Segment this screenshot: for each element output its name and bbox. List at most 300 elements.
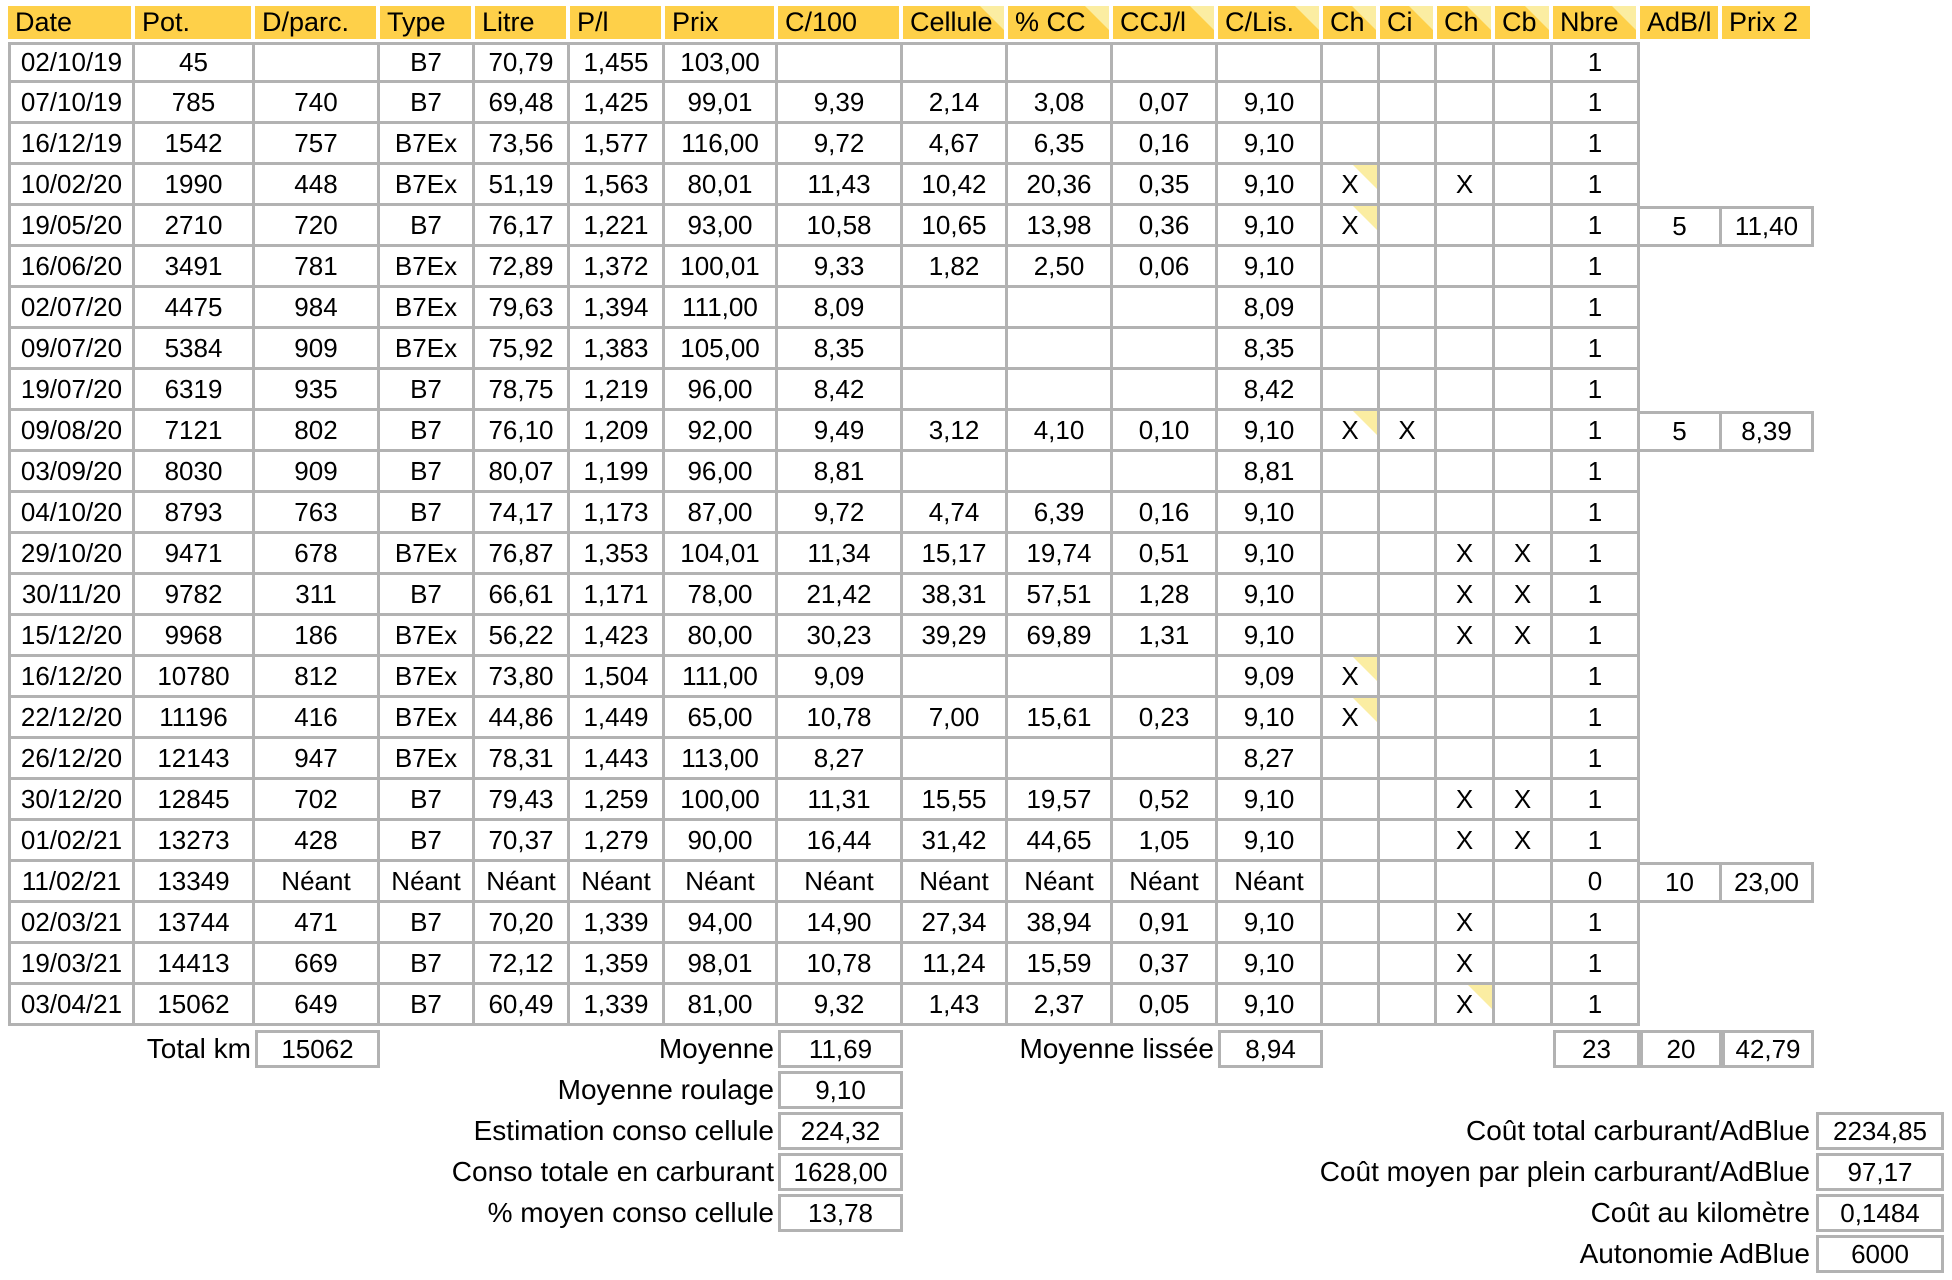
table-cell[interactable]: 111,00 — [665, 288, 778, 329]
table-cell[interactable]: 0,35 — [1113, 165, 1218, 206]
table-cell[interactable]: 70,79 — [475, 42, 570, 83]
table-cell[interactable]: 8793 — [135, 493, 255, 534]
table-cell[interactable]: 22/12/20 — [8, 698, 135, 739]
empty-cell[interactable] — [1722, 739, 1814, 780]
table-cell[interactable]: 0,37 — [1113, 944, 1218, 985]
table-cell[interactable]: 72,89 — [475, 247, 570, 288]
table-cell[interactable]: 1 — [1553, 739, 1640, 780]
table-cell[interactable] — [1113, 288, 1218, 329]
table-cell[interactable]: Néant — [1218, 862, 1323, 903]
table-cell[interactable] — [1323, 83, 1380, 124]
table-cell[interactable]: 93,00 — [665, 206, 778, 247]
table-cell[interactable]: 81,00 — [665, 985, 778, 1026]
empty-cell[interactable] — [1722, 698, 1814, 739]
table-cell[interactable] — [1380, 42, 1437, 83]
table-cell[interactable]: 10,78 — [778, 944, 903, 985]
table-cell[interactable] — [1323, 370, 1380, 411]
table-cell[interactable]: 14,90 — [778, 903, 903, 944]
empty-cell[interactable] — [1722, 575, 1814, 616]
table-cell[interactable]: X — [1323, 411, 1380, 452]
table-cell[interactable] — [1323, 288, 1380, 329]
cout-au-kilometre-value[interactable]: 0,1484 — [1816, 1194, 1944, 1232]
table-cell[interactable]: B7 — [380, 452, 475, 493]
table-cell[interactable] — [1113, 329, 1218, 370]
table-cell[interactable]: 45 — [135, 42, 255, 83]
table-cell[interactable]: 8,35 — [778, 329, 903, 370]
table-cell[interactable]: 9,10 — [1218, 698, 1323, 739]
empty-cell[interactable] — [1722, 780, 1814, 821]
table-cell[interactable]: 07/10/19 — [8, 83, 135, 124]
table-cell[interactable] — [1380, 739, 1437, 780]
table-cell[interactable]: B7Ex — [380, 288, 475, 329]
table-cell[interactable] — [1437, 411, 1495, 452]
table-cell[interactable]: 11,40 — [1722, 206, 1814, 247]
table-cell[interactable]: 11/02/21 — [8, 862, 135, 903]
empty-cell[interactable] — [1722, 42, 1814, 83]
table-cell[interactable]: 1 — [1553, 329, 1640, 370]
table-cell[interactable]: 0,52 — [1113, 780, 1218, 821]
table-cell[interactable]: 428 — [255, 821, 380, 862]
table-cell[interactable]: B7Ex — [380, 698, 475, 739]
table-cell[interactable]: 02/03/21 — [8, 903, 135, 944]
table-cell[interactable] — [1323, 124, 1380, 165]
prix2-total-value[interactable]: 42,79 — [1722, 1030, 1814, 1068]
table-cell[interactable] — [1323, 452, 1380, 493]
table-cell[interactable]: B7Ex — [380, 657, 475, 698]
table-cell[interactable] — [1380, 493, 1437, 534]
table-cell[interactable]: 909 — [255, 452, 380, 493]
table-cell[interactable] — [778, 42, 903, 83]
table-cell[interactable]: 1 — [1553, 411, 1640, 452]
table-cell[interactable]: 678 — [255, 534, 380, 575]
column-header-pot[interactable]: Pot. — [135, 6, 255, 39]
table-cell[interactable]: 99,01 — [665, 83, 778, 124]
pct-moyen-conso-cellule-label[interactable]: % moyen conso cellule — [487, 1197, 774, 1228]
table-cell[interactable]: 70,37 — [475, 821, 570, 862]
table-cell[interactable]: 471 — [255, 903, 380, 944]
table-cell[interactable] — [1323, 575, 1380, 616]
table-cell[interactable] — [1008, 42, 1113, 83]
table-cell[interactable]: 2710 — [135, 206, 255, 247]
table-cell[interactable]: 1 — [1553, 657, 1640, 698]
table-cell[interactable] — [1495, 206, 1553, 247]
table-cell[interactable]: 1,339 — [570, 985, 665, 1026]
empty-cell[interactable] — [1640, 165, 1722, 206]
table-cell[interactable]: 1,353 — [570, 534, 665, 575]
table-cell[interactable]: X — [1437, 616, 1495, 657]
table-cell[interactable]: 1 — [1553, 83, 1640, 124]
table-cell[interactable]: 19/07/20 — [8, 370, 135, 411]
table-cell[interactable]: 0,16 — [1113, 124, 1218, 165]
table-cell[interactable] — [1380, 206, 1437, 247]
empty-cell[interactable] — [1640, 944, 1722, 985]
table-cell[interactable]: B7Ex — [380, 534, 475, 575]
table-cell[interactable]: 2,37 — [1008, 985, 1113, 1026]
table-cell[interactable]: 9,10 — [1218, 411, 1323, 452]
table-cell[interactable]: 1,577 — [570, 124, 665, 165]
table-cell[interactable]: 1 — [1553, 575, 1640, 616]
table-cell[interactable]: 3,12 — [903, 411, 1008, 452]
table-cell[interactable] — [1495, 42, 1553, 83]
table-cell[interactable]: 416 — [255, 698, 380, 739]
table-cell[interactable] — [1113, 452, 1218, 493]
table-cell[interactable]: 16/12/19 — [8, 124, 135, 165]
table-cell[interactable] — [903, 370, 1008, 411]
table-cell[interactable]: 75,92 — [475, 329, 570, 370]
table-cell[interactable] — [1495, 657, 1553, 698]
table-cell[interactable] — [1495, 370, 1553, 411]
table-cell[interactable]: Néant — [255, 862, 380, 903]
table-cell[interactable]: 763 — [255, 493, 380, 534]
column-header-nbre[interactable]: Nbre — [1553, 6, 1640, 39]
table-cell[interactable] — [1437, 247, 1495, 288]
table-cell[interactable]: 19,74 — [1008, 534, 1113, 575]
table-cell[interactable]: 0,23 — [1113, 698, 1218, 739]
table-cell[interactable]: 38,31 — [903, 575, 1008, 616]
table-cell[interactable]: B7 — [380, 985, 475, 1026]
column-header-c-lis[interactable]: C/Lis. — [1218, 6, 1323, 39]
empty-cell[interactable] — [1640, 42, 1722, 83]
autonomie-adblue-value[interactable]: 6000 — [1816, 1235, 1944, 1273]
table-cell[interactable]: 649 — [255, 985, 380, 1026]
table-cell[interactable]: 16/06/20 — [8, 247, 135, 288]
table-cell[interactable] — [1380, 780, 1437, 821]
table-cell[interactable]: B7 — [380, 370, 475, 411]
table-cell[interactable]: X — [1437, 821, 1495, 862]
table-cell[interactable]: 1,339 — [570, 903, 665, 944]
table-cell[interactable]: 740 — [255, 83, 380, 124]
table-cell[interactable]: 13273 — [135, 821, 255, 862]
table-cell[interactable]: 78,00 — [665, 575, 778, 616]
table-cell[interactable] — [1380, 329, 1437, 370]
table-cell[interactable]: 11,43 — [778, 165, 903, 206]
empty-cell[interactable] — [1640, 534, 1722, 575]
table-cell[interactable]: X — [1495, 616, 1553, 657]
table-cell[interactable]: 13744 — [135, 903, 255, 944]
table-cell[interactable]: B7Ex — [380, 247, 475, 288]
table-cell[interactable]: B7Ex — [380, 165, 475, 206]
table-cell[interactable] — [1495, 247, 1553, 288]
table-cell[interactable]: 1,171 — [570, 575, 665, 616]
empty-cell[interactable] — [1722, 370, 1814, 411]
table-cell[interactable]: 812 — [255, 657, 380, 698]
moyenne-label[interactable]: Moyenne — [658, 1033, 774, 1064]
table-cell[interactable]: 785 — [135, 83, 255, 124]
table-cell[interactable]: 4,10 — [1008, 411, 1113, 452]
table-cell[interactable]: 1,359 — [570, 944, 665, 985]
table-cell[interactable]: 2,50 — [1008, 247, 1113, 288]
table-cell[interactable]: 10780 — [135, 657, 255, 698]
column-header-p-l[interactable]: P/l — [570, 6, 665, 39]
column-header-date[interactable]: Date — [8, 6, 135, 39]
table-cell[interactable]: 8,81 — [778, 452, 903, 493]
table-cell[interactable]: 1,82 — [903, 247, 1008, 288]
empty-cell[interactable] — [1640, 493, 1722, 534]
table-cell[interactable]: 15,59 — [1008, 944, 1113, 985]
table-cell[interactable]: 66,61 — [475, 575, 570, 616]
empty-cell[interactable] — [1722, 493, 1814, 534]
table-cell[interactable]: 1,43 — [903, 985, 1008, 1026]
table-cell[interactable]: 1 — [1553, 493, 1640, 534]
table-cell[interactable]: 2,14 — [903, 83, 1008, 124]
table-cell[interactable]: 9,10 — [1218, 534, 1323, 575]
table-cell[interactable] — [1495, 165, 1553, 206]
table-cell[interactable]: 15,61 — [1008, 698, 1113, 739]
table-cell[interactable]: 57,51 — [1008, 575, 1113, 616]
table-cell[interactable]: 13349 — [135, 862, 255, 903]
table-cell[interactable]: 1,449 — [570, 698, 665, 739]
empty-cell[interactable] — [1640, 83, 1722, 124]
table-cell[interactable]: 105,00 — [665, 329, 778, 370]
table-cell[interactable]: 1,425 — [570, 83, 665, 124]
table-cell[interactable] — [1380, 83, 1437, 124]
empty-cell[interactable] — [1640, 780, 1722, 821]
table-cell[interactable]: 1,259 — [570, 780, 665, 821]
moyenne-lissee-label[interactable]: Moyenne lissée — [1019, 1033, 1214, 1064]
table-cell[interactable]: 1,423 — [570, 616, 665, 657]
estimation-conso-cellule-value[interactable]: 224,32 — [778, 1112, 903, 1150]
table-cell[interactable]: 56,22 — [475, 616, 570, 657]
table-cell[interactable] — [1113, 739, 1218, 780]
cout-moyen-plein-value[interactable]: 97,17 — [1816, 1153, 1944, 1191]
table-cell[interactable]: 30/12/20 — [8, 780, 135, 821]
table-cell[interactable]: 4,74 — [903, 493, 1008, 534]
cout-total-carburant-adblue-label[interactable]: Coût total carburant/AdBlue — [1466, 1115, 1810, 1146]
table-cell[interactable] — [1380, 944, 1437, 985]
table-cell[interactable]: 669 — [255, 944, 380, 985]
table-cell[interactable]: B7 — [380, 42, 475, 83]
table-cell[interactable] — [1495, 411, 1553, 452]
table-cell[interactable]: Néant — [903, 862, 1008, 903]
table-cell[interactable]: 909 — [255, 329, 380, 370]
table-cell[interactable]: 1,563 — [570, 165, 665, 206]
empty-cell[interactable] — [1640, 739, 1722, 780]
table-cell[interactable]: 73,56 — [475, 124, 570, 165]
table-cell[interactable] — [903, 288, 1008, 329]
table-cell[interactable]: 1 — [1553, 616, 1640, 657]
empty-cell[interactable] — [1722, 452, 1814, 493]
table-cell[interactable]: 9,10 — [1218, 124, 1323, 165]
table-cell[interactable] — [1323, 862, 1380, 903]
table-cell[interactable] — [1323, 534, 1380, 575]
table-cell[interactable]: 1,372 — [570, 247, 665, 288]
column-header-c-100[interactable]: C/100 — [778, 6, 903, 39]
table-cell[interactable]: 0,36 — [1113, 206, 1218, 247]
table-cell[interactable]: 9,10 — [1218, 944, 1323, 985]
table-cell[interactable]: 78,31 — [475, 739, 570, 780]
table-cell[interactable] — [1495, 83, 1553, 124]
table-cell[interactable]: 8,42 — [1218, 370, 1323, 411]
table-cell[interactable] — [1323, 493, 1380, 534]
table-cell[interactable]: 720 — [255, 206, 380, 247]
table-cell[interactable]: 16,44 — [778, 821, 903, 862]
table-cell[interactable]: 14413 — [135, 944, 255, 985]
moyenne-value[interactable]: 11,69 — [778, 1030, 903, 1068]
conso-totale-carburant-label[interactable]: Conso totale en carburant — [451, 1156, 774, 1187]
table-cell[interactable] — [1437, 206, 1495, 247]
table-cell[interactable]: X — [1495, 575, 1553, 616]
table-cell[interactable] — [1495, 493, 1553, 534]
empty-cell[interactable] — [1722, 944, 1814, 985]
table-cell[interactable]: 9,33 — [778, 247, 903, 288]
table-cell[interactable]: 9,72 — [778, 124, 903, 165]
table-cell[interactable] — [903, 452, 1008, 493]
column-header-prix[interactable]: Prix — [665, 6, 778, 39]
cout-total-carburant-adblue-value[interactable]: 2234,85 — [1816, 1112, 1944, 1150]
table-cell[interactable]: 80,00 — [665, 616, 778, 657]
table-cell[interactable] — [1113, 370, 1218, 411]
table-cell[interactable]: 04/10/20 — [8, 493, 135, 534]
empty-cell[interactable] — [1640, 698, 1722, 739]
table-cell[interactable]: B7 — [380, 780, 475, 821]
table-cell[interactable]: Néant — [1113, 862, 1218, 903]
table-cell[interactable]: B7 — [380, 83, 475, 124]
table-cell[interactable]: B7 — [380, 493, 475, 534]
table-cell[interactable] — [1380, 124, 1437, 165]
column-header-ch[interactable]: Ch — [1323, 6, 1380, 39]
table-cell[interactable] — [1380, 452, 1437, 493]
table-cell[interactable] — [1323, 616, 1380, 657]
table-cell[interactable] — [1437, 83, 1495, 124]
table-cell[interactable] — [1008, 452, 1113, 493]
table-cell[interactable]: 9,10 — [1218, 165, 1323, 206]
column-header-ccj-l[interactable]: CCJ/l — [1113, 6, 1218, 39]
table-cell[interactable]: 15,17 — [903, 534, 1008, 575]
table-cell[interactable]: Néant — [778, 862, 903, 903]
column-header-type[interactable]: Type — [380, 6, 475, 39]
table-cell[interactable] — [1437, 124, 1495, 165]
table-cell[interactable]: 3491 — [135, 247, 255, 288]
table-cell[interactable]: Néant — [475, 862, 570, 903]
pct-moyen-conso-cellule-value[interactable]: 13,78 — [778, 1194, 903, 1232]
table-cell[interactable]: X — [1380, 411, 1437, 452]
table-cell[interactable]: 9782 — [135, 575, 255, 616]
table-cell[interactable]: 60,49 — [475, 985, 570, 1026]
moyenne-lissee-value[interactable]: 8,94 — [1218, 1030, 1323, 1068]
total-km-label[interactable]: Total km — [146, 1033, 251, 1064]
table-cell[interactable]: 9,10 — [1218, 83, 1323, 124]
table-cell[interactable] — [1323, 247, 1380, 288]
table-cell[interactable] — [1323, 42, 1380, 83]
table-cell[interactable]: 98,01 — [665, 944, 778, 985]
table-cell[interactable]: 80,07 — [475, 452, 570, 493]
table-cell[interactable]: B7Ex — [380, 739, 475, 780]
column-header-ci[interactable]: Ci — [1380, 6, 1437, 39]
table-cell[interactable]: 1,173 — [570, 493, 665, 534]
table-cell[interactable] — [903, 739, 1008, 780]
estimation-conso-cellule-label[interactable]: Estimation conso cellule — [473, 1115, 774, 1146]
table-cell[interactable] — [1380, 657, 1437, 698]
table-cell[interactable]: 1 — [1553, 944, 1640, 985]
table-cell[interactable] — [1380, 698, 1437, 739]
table-cell[interactable]: 448 — [255, 165, 380, 206]
table-cell[interactable]: 9,09 — [778, 657, 903, 698]
table-cell[interactable]: 90,00 — [665, 821, 778, 862]
table-cell[interactable]: 16/12/20 — [8, 657, 135, 698]
empty-cell[interactable] — [1640, 985, 1722, 1026]
cout-au-kilometre-label[interactable]: Coût au kilomètre — [1590, 1197, 1810, 1228]
table-cell[interactable] — [903, 657, 1008, 698]
table-cell[interactable]: 311 — [255, 575, 380, 616]
empty-cell[interactable] — [1722, 124, 1814, 165]
table-cell[interactable] — [1323, 821, 1380, 862]
table-cell[interactable]: 5384 — [135, 329, 255, 370]
table-cell[interactable] — [1113, 42, 1218, 83]
table-cell[interactable]: 8,09 — [778, 288, 903, 329]
table-cell[interactable]: B7Ex — [380, 124, 475, 165]
table-cell[interactable]: 1,221 — [570, 206, 665, 247]
table-cell[interactable] — [1008, 657, 1113, 698]
table-cell[interactable]: X — [1437, 165, 1495, 206]
table-cell[interactable]: 10/02/20 — [8, 165, 135, 206]
table-cell[interactable]: 01/02/21 — [8, 821, 135, 862]
table-cell[interactable]: Néant — [1008, 862, 1113, 903]
table-cell[interactable]: 19,57 — [1008, 780, 1113, 821]
table-cell[interactable]: 19/05/20 — [8, 206, 135, 247]
table-cell[interactable] — [1495, 124, 1553, 165]
table-cell[interactable]: 1 — [1553, 985, 1640, 1026]
table-cell[interactable]: 7,00 — [903, 698, 1008, 739]
table-cell[interactable]: 1 — [1553, 288, 1640, 329]
autonomie-adblue-label[interactable]: Autonomie AdBlue — [1579, 1238, 1810, 1269]
table-cell[interactable]: 02/07/20 — [8, 288, 135, 329]
table-cell[interactable]: 1,455 — [570, 42, 665, 83]
table-cell[interactable]: 19/03/21 — [8, 944, 135, 985]
table-cell[interactable]: 72,12 — [475, 944, 570, 985]
table-cell[interactable]: 9,10 — [1218, 493, 1323, 534]
table-cell[interactable]: B7 — [380, 944, 475, 985]
table-cell[interactable]: 9,10 — [1218, 821, 1323, 862]
table-cell[interactable]: X — [1437, 575, 1495, 616]
table-cell[interactable]: 802 — [255, 411, 380, 452]
column-header-d-parc[interactable]: D/parc. — [255, 6, 380, 39]
table-cell[interactable]: 76,87 — [475, 534, 570, 575]
table-cell[interactable]: 1 — [1553, 247, 1640, 288]
table-cell[interactable]: 09/08/20 — [8, 411, 135, 452]
table-cell[interactable]: 96,00 — [665, 452, 778, 493]
table-cell[interactable]: X — [1437, 944, 1495, 985]
table-cell[interactable]: 39,29 — [903, 616, 1008, 657]
table-cell[interactable]: 1,209 — [570, 411, 665, 452]
table-cell[interactable]: 1,31 — [1113, 616, 1218, 657]
table-cell[interactable]: 20,36 — [1008, 165, 1113, 206]
table-cell[interactable]: 8030 — [135, 452, 255, 493]
table-cell[interactable]: 8,27 — [1218, 739, 1323, 780]
table-cell[interactable]: 78,75 — [475, 370, 570, 411]
table-cell[interactable]: X — [1323, 657, 1380, 698]
table-cell[interactable]: 1 — [1553, 124, 1640, 165]
table-cell[interactable]: 10 — [1640, 862, 1722, 903]
table-cell[interactable] — [1323, 985, 1380, 1026]
table-cell[interactable] — [1113, 657, 1218, 698]
table-cell[interactable] — [1437, 288, 1495, 329]
table-cell[interactable] — [1495, 944, 1553, 985]
table-cell[interactable]: 96,00 — [665, 370, 778, 411]
empty-cell[interactable] — [1640, 575, 1722, 616]
table-cell[interactable]: 1,279 — [570, 821, 665, 862]
table-cell[interactable]: X — [1437, 903, 1495, 944]
table-cell[interactable]: 44,86 — [475, 698, 570, 739]
table-cell[interactable]: 702 — [255, 780, 380, 821]
table-cell[interactable]: 1 — [1553, 534, 1640, 575]
table-cell[interactable]: 0 — [1553, 862, 1640, 903]
empty-cell[interactable] — [1640, 124, 1722, 165]
table-cell[interactable]: 3,08 — [1008, 83, 1113, 124]
table-cell[interactable]: 12143 — [135, 739, 255, 780]
cout-moyen-plein-label[interactable]: Coût moyen par plein carburant/AdBlue — [1319, 1156, 1810, 1187]
table-cell[interactable]: 100,00 — [665, 780, 778, 821]
table-cell[interactable]: 10,78 — [778, 698, 903, 739]
